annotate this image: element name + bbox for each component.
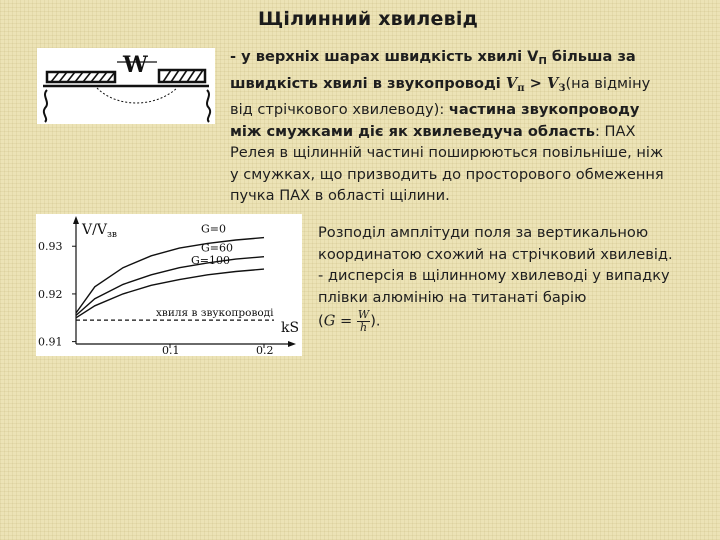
text-comparison: (на відміну від стрічкового хвилеводу): [230,74,651,118]
series-label: G=60 [201,241,234,255]
text-rayleigh: : ПАХ Релея в щілинній частині поширюються повільніше, ніж у смужках, що призводить до просторового обмеження пучка ПАХ в області щілини. [230,122,664,204]
math-v-z: V [546,74,559,92]
math-gt: > [524,74,547,92]
x-axis-arrow [288,341,296,347]
slot-waveguide-figure [37,48,215,124]
text-guiding-region: частина звукопроводу між смужками діє як хвилеведуча область [230,101,640,140]
text-velocity-sub: П [538,56,547,67]
left-edge-curve [44,90,47,122]
mode-profile [97,88,177,103]
x-tick-label: 0.1 [162,344,180,356]
text-dispersion: - дисперсія в щілинному хвилеводі у випадку плівки алюмінію на титанаті барію [318,267,670,306]
text-field-distribution: Розподіл амплітуди поля за вертикальною координатою схожий на стрічковий хвилевід. [318,224,673,263]
math-v-p: V [505,74,518,92]
formula-equals: = [335,312,357,330]
slide-title: Щілинний хвилевід [258,8,479,30]
paragraph-velocity [230,46,670,207]
x-tick-label: 0.2 [256,344,274,356]
formula-open: ( [318,312,324,330]
text-velocity-1: - у верхніх шарах швидкість хвилі V [230,48,539,65]
y-tick-label: 0.91 [38,335,63,349]
y-tick-label: 0.92 [38,287,63,301]
right-edge-curve [207,90,210,122]
series-label: G=100 [191,254,230,268]
paragraph-dispersion [318,222,678,334]
formula-numerator: W [357,308,370,321]
math-v-p-sub: п [517,82,525,94]
formula-g-symbol: G [323,312,336,330]
formula-close: ). [370,312,381,330]
width-label: W [123,52,148,78]
formula-denominator: h [360,321,368,334]
text-velocity-2: більша за швидкість хвилі в звукопроводі [230,48,636,92]
formula-fraction [357,309,370,334]
slot-waveguide-drawing [37,48,215,124]
math-v-z-sub: З [558,82,566,94]
y-axis-label: $V/V_{зв}$ [82,222,117,240]
dispersion-chart-svg [36,214,302,356]
series-label: G=0 [201,222,227,236]
x-axis-label: kS [281,320,300,336]
y-axis-arrow [73,216,79,224]
dispersion-chart [36,214,302,356]
reference-line-label: хвиля в звукопроводі [156,307,274,320]
y-tick-label: 0.93 [38,240,63,254]
formula-g [318,309,678,334]
